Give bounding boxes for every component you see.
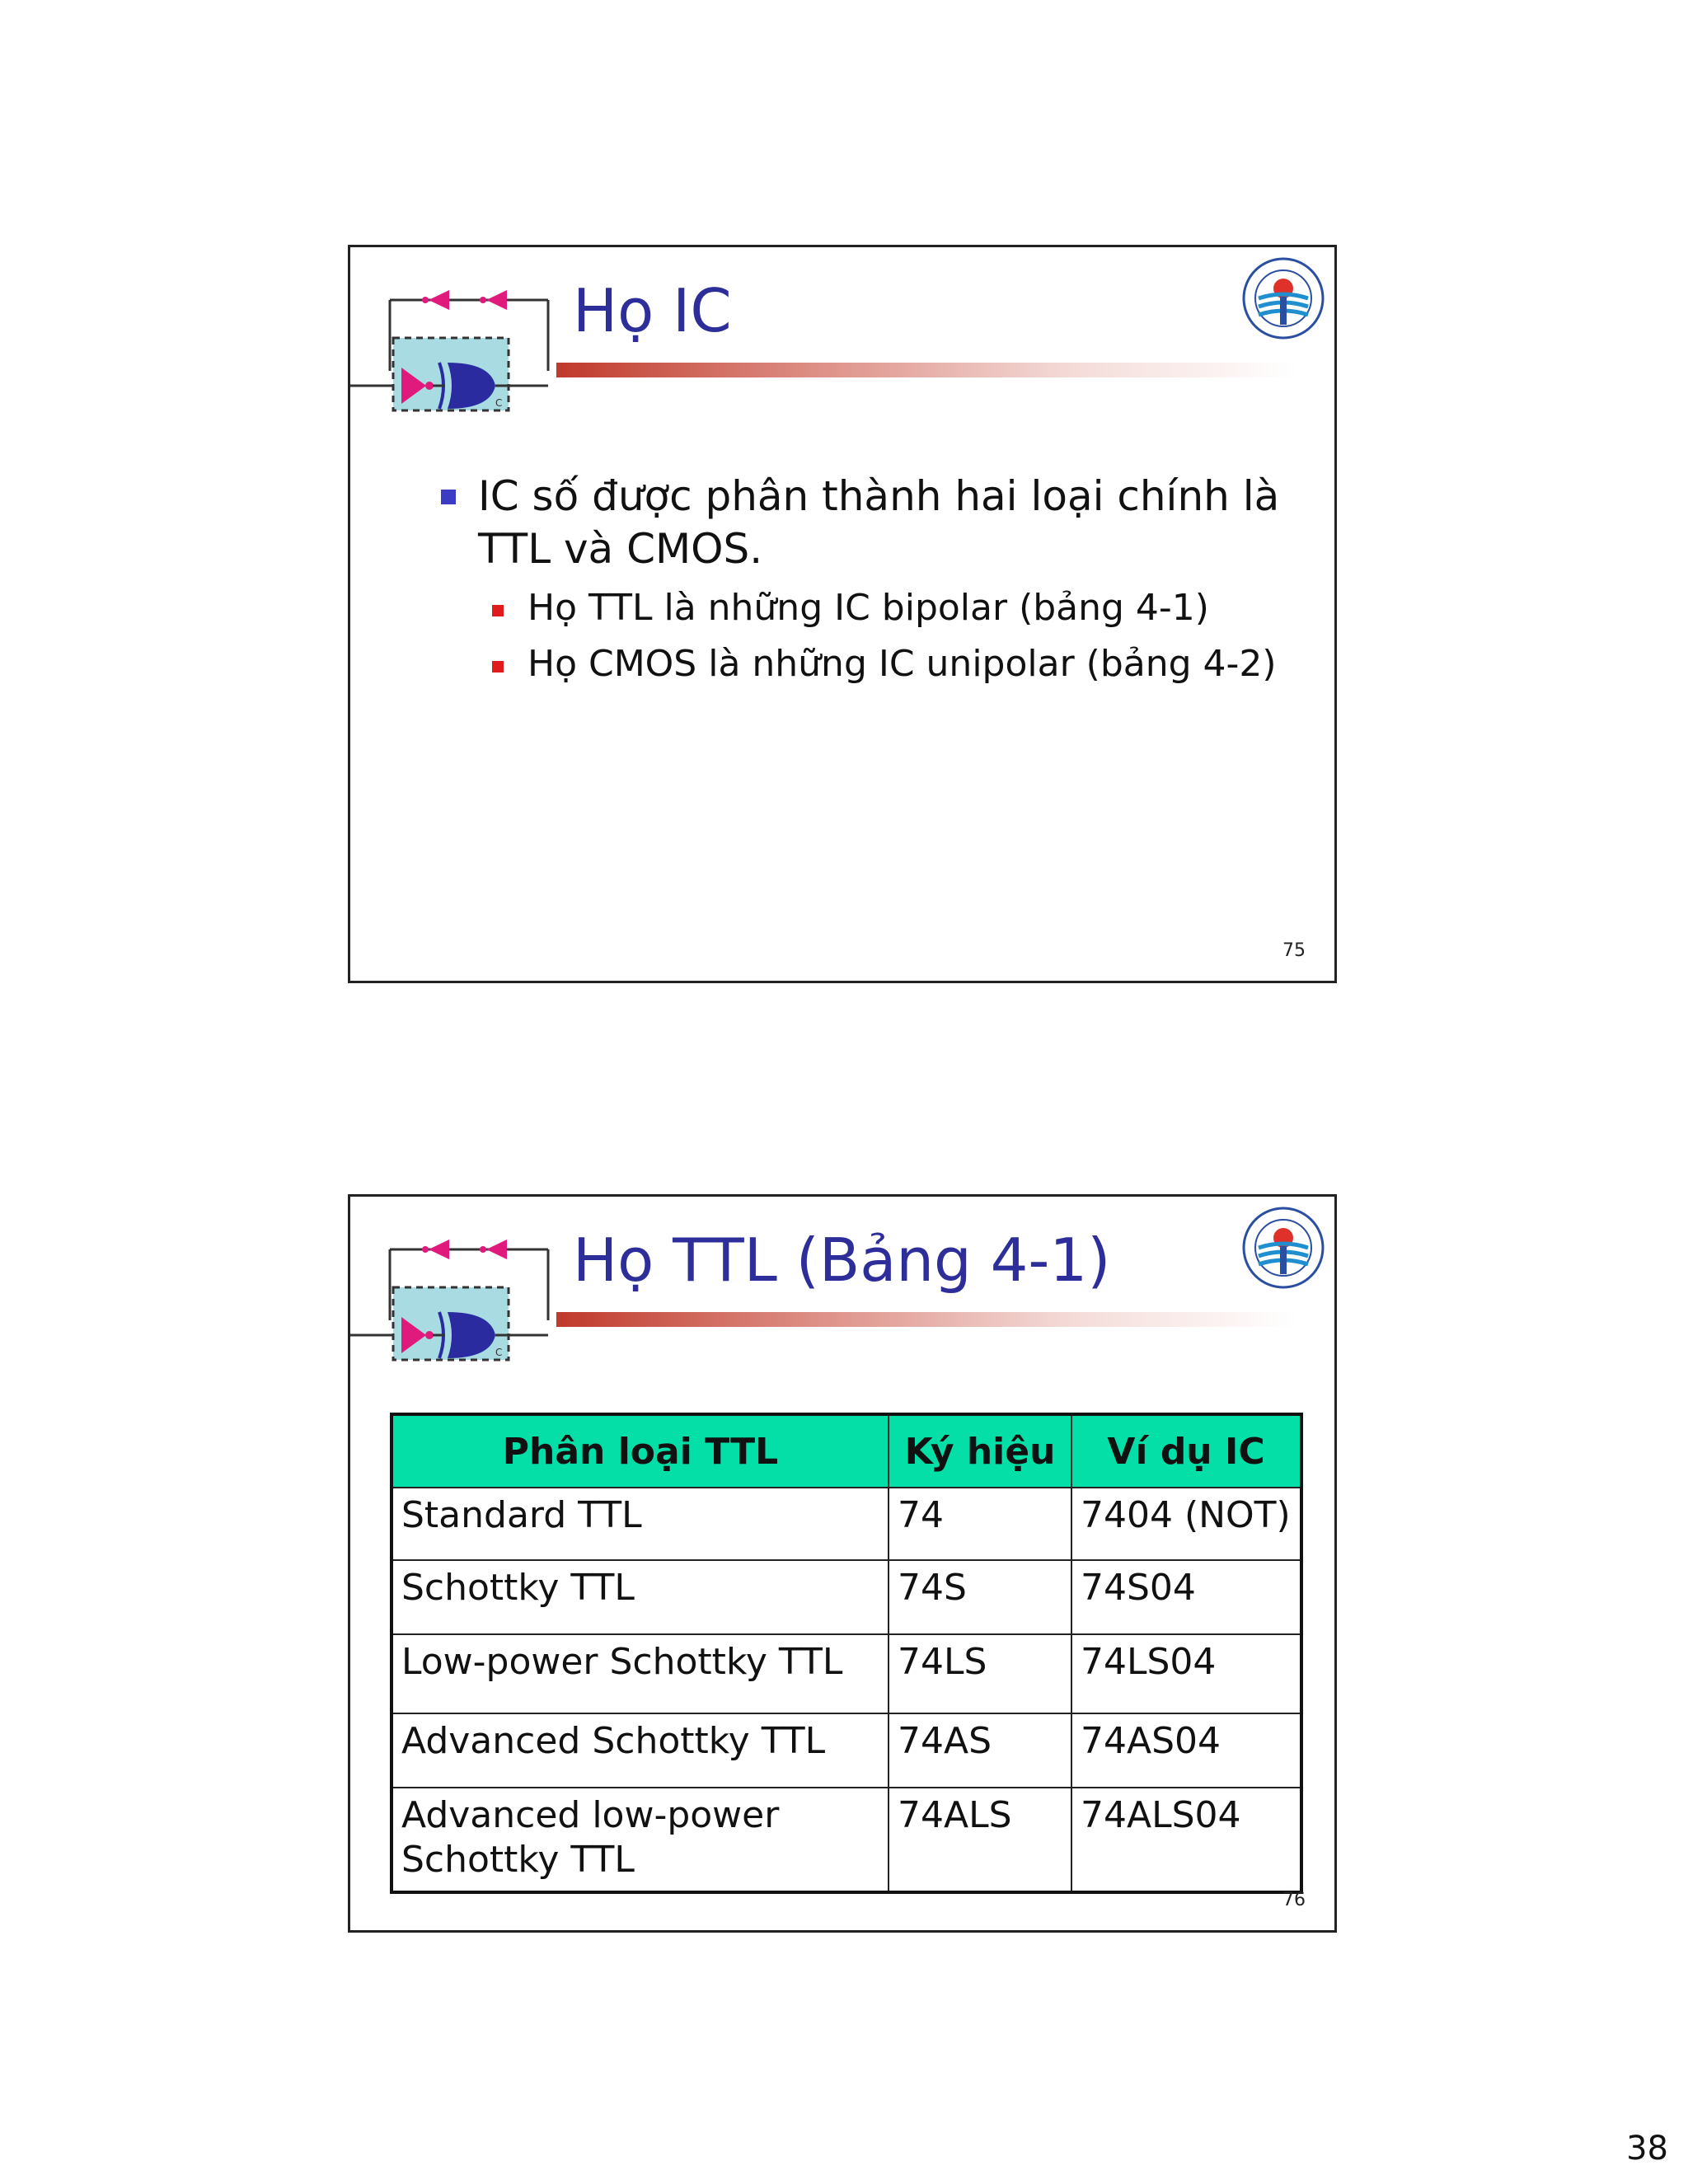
main-bullet: IC số được phân thành hai loại chính là TTL và CMOS. — [441, 470, 1298, 575]
sub-bullet-list — [441, 580, 1298, 692]
slide-title: Họ TTL (Bảng 4-1) — [573, 1226, 1111, 1295]
table-cell: 74AS04 — [1071, 1713, 1301, 1788]
table-row — [392, 1788, 1301, 1892]
table-cell: Advanced low-power Schottky TTL — [392, 1788, 889, 1892]
page-number: 38 — [1626, 2130, 1668, 2168]
column-header: Ký hiệu — [889, 1414, 1071, 1488]
svg-text:C: C — [495, 1347, 503, 1358]
table-cell: 74AS — [889, 1713, 1071, 1788]
column-header: Ví dụ IC — [1071, 1414, 1301, 1488]
table-row — [392, 1488, 1301, 1560]
column-header: Phân loại TTL — [392, 1414, 889, 1488]
sub-bullet: Họ TTL là những IC bipolar (bảng 4-1) — [441, 580, 1298, 636]
table-cell: Advanced Schottky TTL — [392, 1713, 889, 1788]
table-row — [392, 1560, 1301, 1634]
university-emblem-icon — [1240, 255, 1326, 341]
sub-bullet: Họ CMOS là những IC unipolar (bảng 4-2) — [441, 636, 1298, 692]
svg-text:C: C — [495, 397, 503, 409]
table-cell: 74ALS04 — [1071, 1788, 1301, 1892]
table-cell: 74ALS — [889, 1788, 1071, 1892]
table-cell: Schottky TTL — [392, 1560, 889, 1634]
table-cell: 74LS04 — [1071, 1634, 1301, 1713]
logic-circuit-logo-icon — [350, 280, 565, 445]
slide-75 — [348, 245, 1337, 983]
table-cell: 74S04 — [1071, 1560, 1301, 1634]
table-cell: 7404 (NOT) — [1071, 1488, 1301, 1560]
title-underline-bar — [556, 363, 1298, 377]
slide-76 — [348, 1194, 1337, 1933]
table-cell: 74 — [889, 1488, 1071, 1560]
slide-title: Họ IC — [573, 276, 732, 345]
ttl-table — [390, 1413, 1303, 1894]
logic-circuit-logo-icon — [350, 1230, 565, 1394]
table-row — [392, 1634, 1301, 1713]
table-cell: 74S — [889, 1560, 1071, 1634]
table-cell: Low-power Schottky TTL — [392, 1634, 889, 1713]
university-emblem-icon — [1240, 1205, 1326, 1291]
slide-number: 75 — [1282, 940, 1306, 961]
table-cell: 74LS — [889, 1634, 1071, 1713]
table-header-row — [392, 1414, 1301, 1488]
slide-number: 76 — [1282, 1890, 1306, 1910]
title-underline-bar — [556, 1312, 1298, 1327]
bullet-list — [441, 470, 1298, 692]
table-row — [392, 1713, 1301, 1788]
table-cell: Standard TTL — [392, 1488, 889, 1560]
